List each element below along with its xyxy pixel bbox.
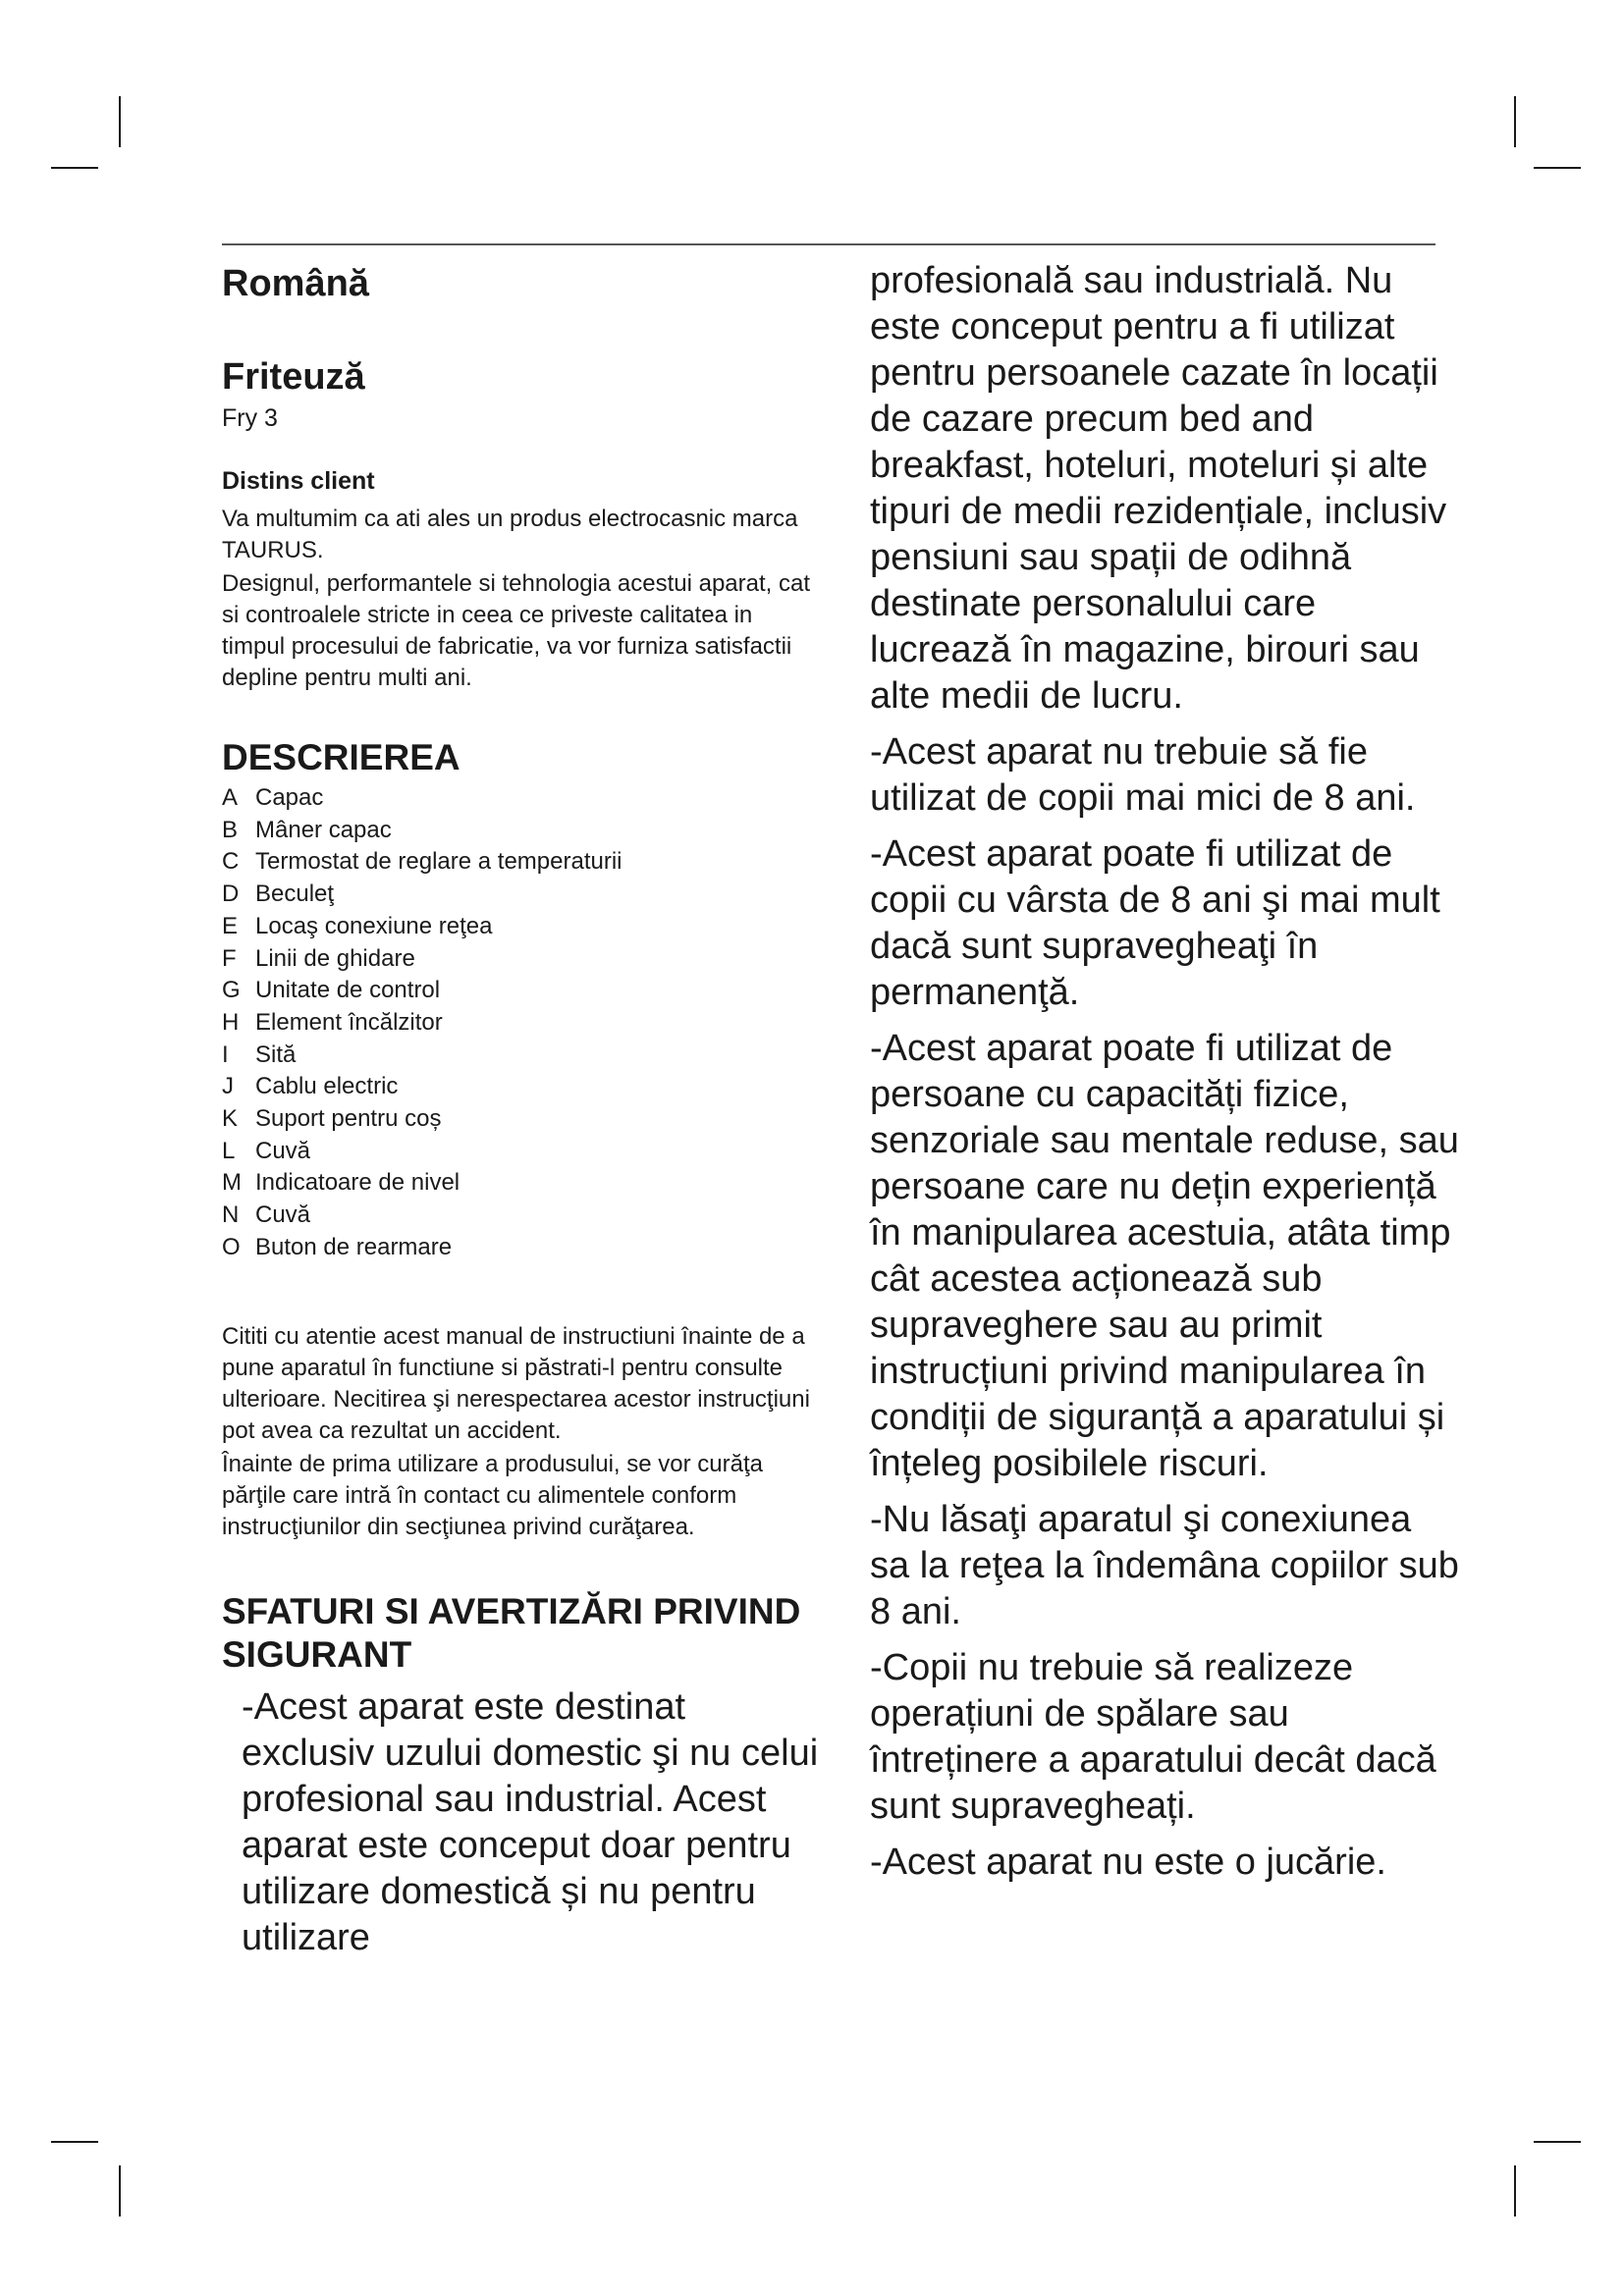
crop-mark-top-left-horizontal xyxy=(51,167,98,169)
list-item xyxy=(222,1200,821,1232)
list-item xyxy=(222,1071,821,1103)
safety-item: -Acest aparat nu trebuie să fie utilizat de copii mai mici de 8 ani. xyxy=(870,731,1416,819)
language-heading: Română xyxy=(222,263,369,304)
list-item xyxy=(222,1103,821,1136)
list-item xyxy=(222,846,821,879)
item-label: Cuvă xyxy=(255,1201,311,1229)
list-item xyxy=(222,911,821,943)
product-model: Fry 3 xyxy=(222,404,278,432)
list-item xyxy=(222,1167,821,1200)
item-label: Beculeţ xyxy=(255,881,335,908)
item-letter: L xyxy=(222,1137,236,1164)
item-label: Cablu electric xyxy=(255,1073,399,1100)
safety-item: -Acest aparat nu este o jucărie. xyxy=(870,1842,1386,1883)
item-letter: N xyxy=(222,1201,240,1229)
item-letter: F xyxy=(222,944,237,972)
crop-mark-bottom-left-horizontal xyxy=(51,2141,98,2143)
greeting-paragraph: Designul, performantele si tehnologia acestui aparat, cat si controalele stricte in ceea ce priveste calitatea in timpul procesului de fabricatie, va vor furniza satisfactii depline pentru multi ani. xyxy=(222,570,811,691)
list-item xyxy=(222,815,821,847)
greeting-paragraph: Va multumim ca ati ales un produs electrocasnic marca TAURUS. xyxy=(222,506,798,563)
item-letter: C xyxy=(222,848,240,876)
description-heading: DESCRIEREA xyxy=(222,737,460,777)
item-letter: H xyxy=(222,1008,240,1036)
safety-item: -Acest aparat poate fi utilizat de copii cu vârsta de 8 ani şi mai mult dacă sunt supravegheaţi în permanenţă. xyxy=(870,833,1440,1013)
item-letter: A xyxy=(222,784,239,811)
description-list xyxy=(222,782,821,1264)
list-item xyxy=(222,879,821,911)
item-label: Termostat de reglare a temperaturii xyxy=(255,848,623,876)
item-label: Linii de ghidare xyxy=(255,944,415,972)
safety-continued: profesională sau industrială. Nu este conceput pentru a fi utilizat pentru persoanele cazate în locații de cazare precum bed and breakfast, hoteluri, moteluri și alte tipuri de medii rezidențiale, inclusiv pensiuni sau spații de odihnă destinate personalului care lucrează în magazine, birouri sau alte medii de lucru. xyxy=(870,260,1447,717)
safety-item: -Acest aparat poate fi utilizat de persoane cu capacități fizice, senzoriale sau mentale reduse, sau persoane care nu dețin experiență în manipularea acestuia, atâta timp cât acestea acționează sub supraveghere sau au primit instrucțiuni privind manipularea în condiții de siguranță a aparatului și înțeleg posibilele riscuri. xyxy=(870,1028,1459,1484)
list-item xyxy=(222,975,821,1007)
item-letter: J xyxy=(222,1073,234,1100)
item-label: Suport pentru coș xyxy=(255,1105,442,1133)
greeting-heading: Distins client xyxy=(222,467,375,495)
safety-heading: SFATURI SI AVERTIZĂRI PRIVIND SIGURANT xyxy=(222,1590,801,1675)
item-label: Locaş conexiune reţea xyxy=(255,912,493,939)
item-letter: I xyxy=(222,1041,229,1068)
safety-intro: -Acest aparat este destinat exclusiv uzului domestic şi nu celui profesional sau industrial. Acest aparat este conceput doar pentru utilizare domestică și nu pentru utilizare xyxy=(242,1685,819,1958)
list-item xyxy=(222,1007,821,1040)
crop-mark-top-right-horizontal xyxy=(1534,167,1581,169)
left-column xyxy=(222,250,821,1961)
item-letter: M xyxy=(222,1169,242,1197)
list-item xyxy=(222,782,821,815)
item-label: Mâner capac xyxy=(255,816,392,843)
header-rule xyxy=(222,243,1435,245)
item-label: Sită xyxy=(255,1041,297,1068)
item-label: Unitate de control xyxy=(255,977,441,1004)
item-letter: G xyxy=(222,977,241,1004)
item-letter: O xyxy=(222,1233,241,1260)
item-letter: D xyxy=(222,881,240,908)
crop-mark-bottom-right-horizontal xyxy=(1534,2141,1581,2143)
right-column xyxy=(870,250,1459,1886)
item-letter: E xyxy=(222,912,239,939)
instructions-paragraph: Înainte de prima utilizare a produsului, se vor curăţa părţile care intră în contact cu alimentele conform instrucţiunilor din secţiunea privind curăţarea. xyxy=(222,1450,763,1540)
list-item xyxy=(222,943,821,976)
product-title: Friteuză xyxy=(222,356,365,398)
item-letter: B xyxy=(222,816,239,843)
item-label: Cuvă xyxy=(255,1137,311,1164)
crop-mark-bottom-right-vertical xyxy=(1514,2165,1516,2216)
list-item xyxy=(222,1136,821,1168)
safety-item: -Nu lăsaţi aparatul şi conexiunea sa la reţea la îndemâna copiilor sub 8 ani. xyxy=(870,1499,1459,1632)
item-label: Indicatoare de nivel xyxy=(255,1169,460,1197)
instructions-paragraph: Cititi cu atentie acest manual de instructiuni înainte de a pune aparatul în functiune si păstrati-l pentru consulte ulterioare. Necitirea şi nerespectarea acestor instrucţiuni pot avea ca rezultat un accident. xyxy=(222,1322,810,1444)
item-label: Element încălzitor xyxy=(255,1008,443,1036)
item-label: Buton de rearmare xyxy=(255,1233,453,1260)
crop-mark-top-left-vertical xyxy=(119,96,121,147)
crop-mark-top-right-vertical xyxy=(1514,96,1516,147)
crop-mark-bottom-left-vertical xyxy=(119,2165,121,2216)
item-label: Capac xyxy=(255,784,324,811)
list-item xyxy=(222,1232,821,1264)
safety-item: -Copii nu trebuie să realizeze operațiuni de spălare sau întreținere a aparatului decât dacă sunt supravegheați. xyxy=(870,1647,1436,1827)
list-item xyxy=(222,1040,821,1072)
item-letter: K xyxy=(222,1105,239,1133)
